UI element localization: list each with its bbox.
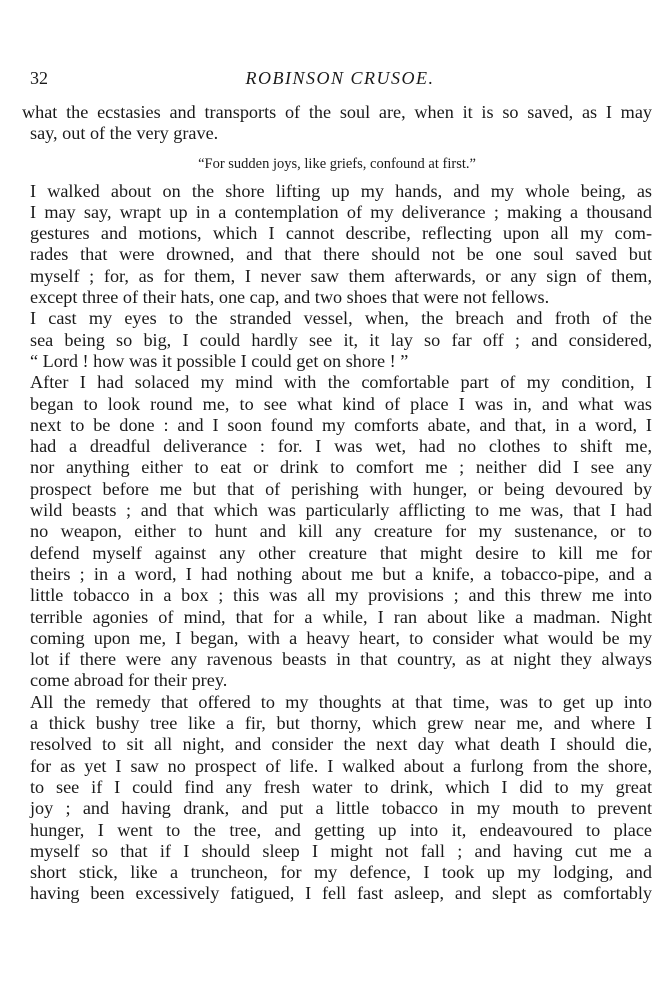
text-line: defend myself against any other creature that might desire to kill me for <box>30 542 652 563</box>
text-line: little tobacco in a box ; this was all my provisions ; and this threw me into <box>30 585 652 606</box>
text-line: short stick, like a truncheon, for my defence, I took up my lodging, and <box>30 862 652 883</box>
epigraph-quote: “For sudden joys, like griefs, confound at first.” <box>198 155 476 172</box>
body-text <box>22 102 652 905</box>
page-number: 32 <box>30 68 48 88</box>
text-line: nor anything either to eat or drink to comfort me ; neither did I see any <box>30 457 652 478</box>
text-line: except three of their hats, one cap, and two shoes that were not fellows. <box>30 287 550 308</box>
text-line: sea being so big, I could hardly see it, it lay so far off ; and considered, <box>30 329 652 350</box>
text-line: a thick bushy tree like a fir, but thorny, which grew near me, and where I <box>30 713 652 734</box>
paragraph-start: I cast my eyes to the stranded vessel, when, the breach and froth of the <box>30 308 652 329</box>
text-line: next to be done : and I soon found my comforts abate, and that, in a word, I <box>30 414 652 435</box>
text-line: gestures and motions, which I cannot describe, reflecting upon all my com- <box>30 223 652 244</box>
text-line: “ Lord ! how was it possible I could get on shore ! ” <box>30 350 409 371</box>
text-line: having been excessively fatigued, I fell fast asleep, and slept as comfortably <box>30 883 652 904</box>
running-title: ROBINSON CRUSOE. <box>245 68 435 88</box>
paragraph-start: I walked about on the shore lifting up my hands, and my whole being, as <box>30 180 652 201</box>
text-line: began to look round me, to see what kind of place I was in, and what was <box>30 393 652 414</box>
text-line: for as yet I saw no prospect of life. I walked about a furlong from the shore, <box>30 755 652 776</box>
text-line: joy ; and having drank, and put a little tobacco in my mouth to prevent <box>30 798 652 819</box>
text-line: coming upon me, I began, with a heavy heart, to consider what would be my <box>30 627 652 648</box>
text-line: hunger, I went to the tree, and getting up into it, endeavoured to place <box>30 819 652 840</box>
text-line: myself ; for, as for them, I never saw them afterwards, or any sign of them, <box>30 265 652 286</box>
paragraph-start: All the remedy that offered to my thoughts at that time, was to get up into <box>30 691 652 712</box>
text-line: what the ecstasies and transports of the soul are, when it is so saved, as I may <box>22 102 652 122</box>
text-line: come abroad for their prey. <box>30 670 228 691</box>
text-line: no weapon, either to hunt and kill any creature for my sustenance, or to <box>30 521 652 542</box>
text-line: myself so that if I should sleep I might not fall ; and having cut me a <box>30 840 652 861</box>
text-line: I may say, wrapt up in a contemplation of my deliverance ; making a thousand <box>30 201 652 222</box>
text-line: theirs ; in a word, I had nothing about me but a knife, a tobacco-pipe, and a <box>30 563 652 584</box>
page-header <box>30 68 650 92</box>
text-line: resolved to sit all night, and consider the next day what death I should die, <box>30 734 652 755</box>
text-line: had a dreadful deliverance : for. I was wet, had no clothes to shift me, <box>30 436 652 457</box>
text-line: terrible agonies of mind, that for a while, I ran about like a madman. Night <box>30 606 652 627</box>
text-line: lot if there were any ravenous beasts in that country, as at night they always <box>30 649 652 670</box>
text-line: wild beasts ; and that which was particularly afflicting to me was, that I had <box>30 500 652 521</box>
text-line: to see if I could find any fresh water to drink, which I did to my great <box>30 776 652 797</box>
paragraph-start: After I had solaced my mind with the comfortable part of my condition, I <box>30 372 652 393</box>
text-line: say, out of the very grave. <box>30 123 219 144</box>
text-line: prospect before me but that of perishing with hunger, or being devoured by <box>30 478 652 499</box>
text-line: rades that were drowned, and that there should not be one soul saved but <box>30 244 652 265</box>
